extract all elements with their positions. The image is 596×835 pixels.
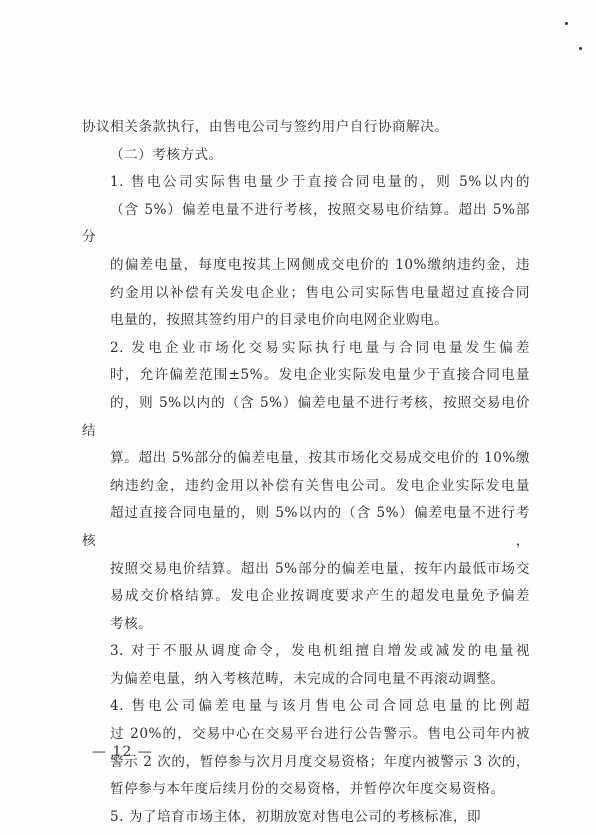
text-line: 协议相关条款执行，由售电公司与签约用户自行协商解决。 — [82, 119, 449, 135]
text-line: 的偏差电量，每度电按其上网侧成交电价的 10%缴纳违约金，违 — [110, 256, 530, 273]
paragraph — [82, 335, 530, 639]
text-line: 按照交易电价结算。超出 5%部分的偏差电量，按年内最低市场交 — [110, 560, 530, 577]
paragraph — [82, 114, 530, 142]
paragraph — [82, 169, 530, 335]
scan-speck — [565, 22, 568, 25]
text-line: 警示 2 次的，暂停参与次月月度交易资格；年度内被警示 3 次的， — [110, 753, 530, 770]
text-line: 的，则 5%以内的（含 5%）偏差电量不进行考核，按照交易电价结 — [82, 394, 530, 439]
document-body — [82, 114, 530, 831]
scan-speck — [579, 47, 582, 50]
page-number: — 12 — — [92, 744, 153, 760]
text-line: 暂停参与本年度后续月份的交易资格，并暂停次年度交易资格。 — [110, 781, 505, 798]
text-line: 纳违约金，违约金用以补偿有关售电公司。发电企业实际发电量 — [110, 477, 530, 494]
text-line: 1. 售电公司实际售电量少于直接合同电量的，则 5%以内的 — [110, 174, 530, 191]
text-line: 时，允许偏差范围±5%。发电企业实际发电量少于直接合同电量 — [110, 367, 530, 384]
paragraph — [82, 142, 530, 170]
text-line: 过 20%的，交易中心在交易平台进行公告警示。售电公司年内被 — [110, 726, 530, 743]
text-line: 超过直接合同电量的，则 5%以内的（含 5%）偏差电量不进行考核， — [82, 505, 530, 549]
text-line: 3. 对于不服从调度命令，发电机组擅自增发或减发的电量视 — [110, 643, 530, 660]
text-line: 易成交价格结算。发电企业按调度要求产生的超发电量免予偏差 — [110, 588, 530, 605]
text-line: 4. 售电公司偏差电量与该月售电公司合同总电量的比例超 — [110, 698, 530, 715]
text-line: 电量的，按照其签约用户的目录电价向电网企业购电。 — [110, 312, 449, 329]
text-line: 为偏差电量，纳入考核范畴，未完成的合同电量不再滚动调整。 — [110, 670, 505, 687]
text-line: （二）考核方式。 — [110, 146, 223, 163]
text-line: 约金用以补偿有关发电企业；售电公司实际售电量超过直接合同 — [110, 284, 530, 301]
text-line: 算。超出 5%部分的偏差电量，按其市场化交易成交电价的 10%缴 — [110, 450, 530, 467]
paragraph — [82, 804, 530, 832]
text-line: （含 5%）偏差电量不进行考核，按照交易电价结算。超出 5%部分 — [82, 201, 530, 246]
text-line: 5. 为了培育市场主体，初期放宽对售电公司的考核标准，即 — [110, 808, 482, 825]
paragraph — [82, 638, 530, 693]
text-line: 考核。 — [110, 615, 153, 632]
text-line: 2. 发电企业市场化交易实际执行电量与合同电量发生偏差 — [110, 339, 530, 356]
